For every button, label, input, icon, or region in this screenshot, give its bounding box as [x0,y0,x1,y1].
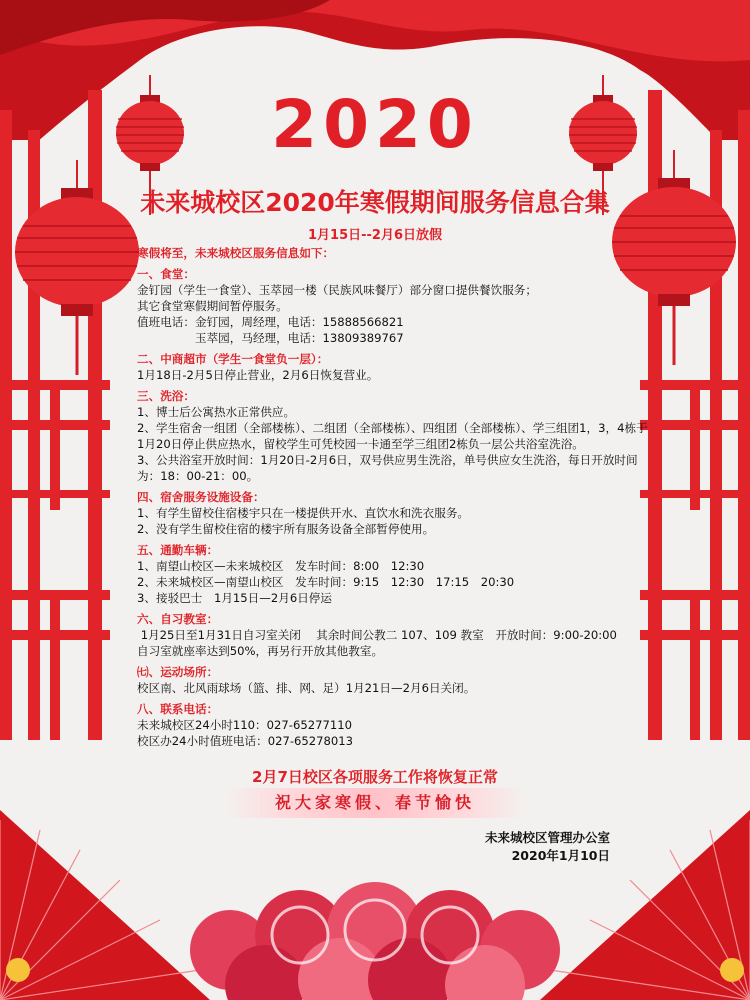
section-title: 一、食堂： [137,267,195,281]
section-line: 1月18日-2月5日停止营业，2月6日恢复营业。 [137,368,379,382]
intro-text: 寒假将至，未来城校区服务信息如下： [137,246,335,260]
date-range: 1月15日--2月6日放假 [307,228,443,243]
section-line: 未来城校区24小时110：027-65277110 [137,718,352,732]
section [137,351,652,383]
section-line: 3、公共浴室开放时间：1月20日-2月6日，双号供应男生洗浴，单号供应女生洗浴，每日开放时间为：18：00-21：00。 [137,453,638,483]
page-title: 未来城校区2020年寒假期间服务信息合集 [140,188,610,217]
section [137,388,652,484]
section [137,664,652,696]
section [137,701,652,749]
section-line: 3、接驳巴士 1月15日—2月6日停运 [137,591,332,605]
service-info [137,245,652,749]
section-line: 自习室就座率达到50%，再另行开放其他教室。 [137,644,384,658]
resume-notice: 2月7日校区各项服务工作将恢复正常 [252,768,498,786]
section-line: 值班电话：金钉园，周经理，电话：15888566821 [137,315,404,329]
section-line: 1、有学生留校住宿楼宇只在一楼提供开水、直饮水和洗衣服务。 [137,506,470,520]
year-title: 2020 [271,86,479,163]
section [137,266,652,346]
signed-date: 2020年1月10日 [511,848,610,863]
sections-list [137,266,652,749]
folding-fan-icon [0,810,210,1000]
section-line: 2、没有学生留校住宿的楼宇所有服务设备全部暂停使用。 [137,522,435,536]
auspicious-cloud-icon [190,882,560,1000]
section-title: 二、中商超市（学生一食堂负一层）： [137,352,329,366]
section-line: 1、南望山校区—未来城校区 发车时间：8:00 12:30 [137,559,425,573]
section-title: 四、宿舍服务设施设备： [137,490,265,504]
signature-block [485,829,610,865]
section-line: 1、博士后公寓热水正常供应。 [137,405,296,419]
section-line: 其它食堂寒假期间暂停服务。 [137,299,288,313]
section-line: 金钉园（学生一食堂）、玉萃园一楼（民族风味餐厅）部分窗口提供餐饮服务； [137,283,537,297]
section [137,542,652,606]
section [137,489,652,537]
section-line: 玉萃园，马经理，电话：13809389767 [137,331,404,345]
section [137,611,652,659]
section-title: ㈦、运动场所： [137,665,219,679]
section-line: 1月25日至1月31日自习室关闭 其余时间公教二 107、109 教室 开放时间：9:00-20:00 [137,628,617,642]
section-title: 八、联系电话： [137,702,219,716]
fan-tassel-icon [6,958,30,982]
section-title: 五、通勤车辆： [137,543,219,557]
section-title: 六、自习教室： [137,612,219,626]
section-line: 2、未来城校区—南望山校区 发车时间：9:15 12:30 17:15 20:30 [137,575,515,589]
section-line: 2、学生宿舍一组团（全部楼栋）、二组团（全部楼栋）、四组团（全部楼栋）、学三组团1，3，4栋于1月20日停止供应热水，留校学生可凭校园一卡通至学三组团2栋负一层公共浴室洗浴。 [137,421,648,451]
greeting-banner: 祝大家寒假、春节愉快 [225,788,525,818]
fan-tassel-icon [720,958,744,982]
section-title: 三、洗浴： [137,389,195,403]
signer-name: 未来城校区管理办公室 [484,830,610,845]
section-line: 校区办24小时值班电话：027-65278013 [137,734,354,748]
section-line: 校区南、北风雨球场（篮、排、网、足）1月21日—2月6日关闭。 [137,681,476,695]
